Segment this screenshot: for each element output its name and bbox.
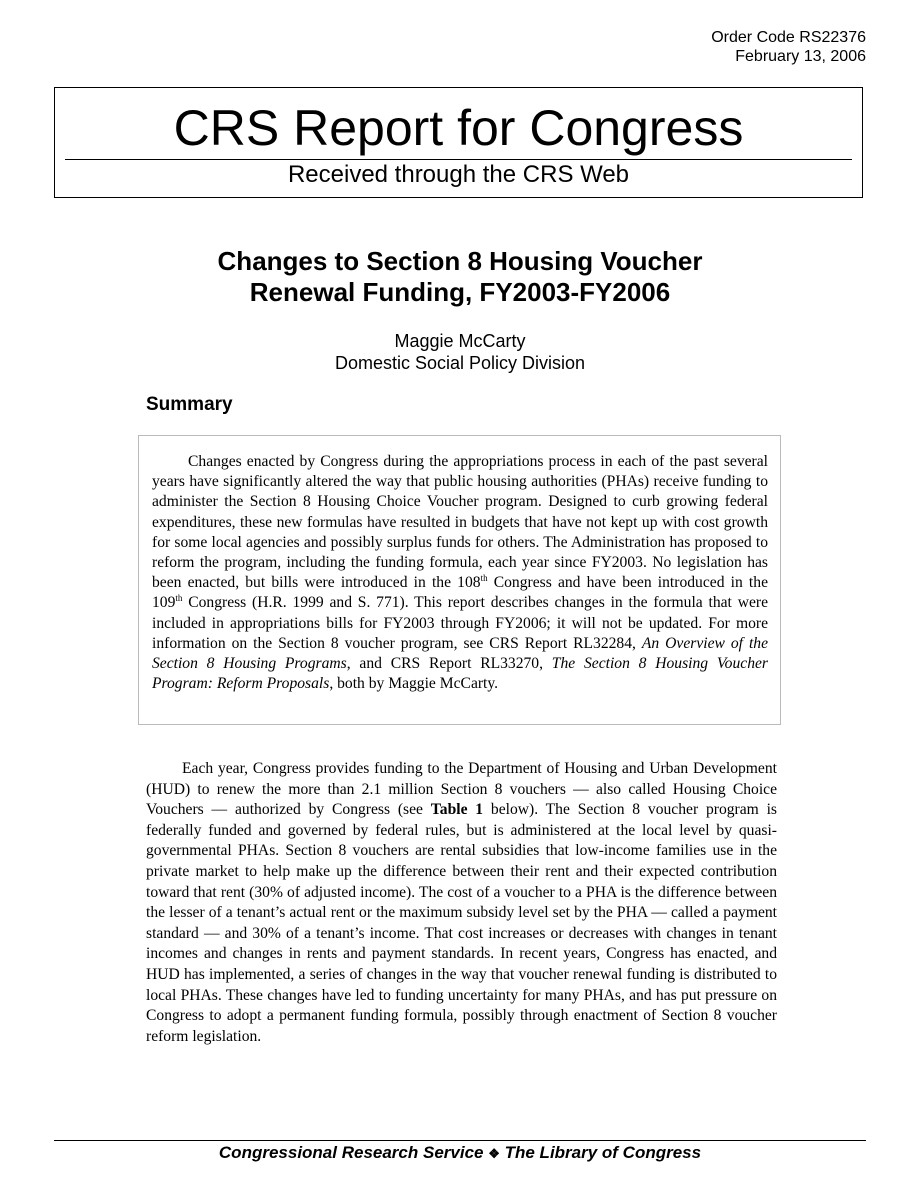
summary-text-2: Congress and have been introduced in the 109: [152, 574, 768, 612]
order-info: [711, 28, 866, 66]
order-code: Order Code RS22376: [711, 29, 866, 46]
footer-crs: Congressional Research Service: [218, 1143, 484, 1162]
report-title: [0, 246, 920, 308]
summary-report-title-1: An Overview of the Section 8 Housing Programs: [152, 634, 768, 673]
summary-report-title-2: The Section 8 Housing Voucher Program: Reform Proposals: [152, 655, 768, 693]
author-name: Maggie McCarty: [394, 331, 526, 351]
summary-text-5: , both by Maggie McCarty.: [329, 675, 499, 693]
banner-divider: [65, 159, 852, 160]
summary-text-4: , and CRS Report RL33270,: [346, 655, 552, 673]
summary-heading: Summary: [146, 394, 233, 415]
summary-paragraph: [152, 452, 768, 694]
footer-loc: The Library of Congress: [504, 1143, 702, 1162]
report-banner: [54, 87, 863, 198]
summary-sup-2: th: [175, 593, 183, 604]
author-block: [0, 330, 920, 374]
body-text-2: below). The Section 8 voucher program is federally funded and governed by federal rules, but is administered at the local level by quasi-governmental PHAs. Section 8 vouchers are rental subsidies that low-income families use in the private market to help make up the difference between their rent and their expected contribution toward that rent (30% of adjusted income). The cost of a voucher to a PHA is the difference between the lesser of a tenant’s actual rent or the maximum subsidy level set by the PHA — called a payment standard — and 30% of a tenant’s income. That cost increases or decreases with changes in tenant incomes and changes in rents and payment standards. In recent years, Congress has enacted, and HUD has implemented, a series of changes in the way that voucher renewal funding is distributed to local PHAs. These changes have led to funding uncertainty for many PHAs, and has put pressure on Congress to adopt a permanent funding formula, possibly through enactment of Section 8 voucher reform legislation.: [146, 801, 778, 1045]
author-division: Domestic Social Policy Division: [334, 353, 586, 373]
summary-sup-1: th: [480, 573, 488, 584]
report-title-line-1: Changes to Section 8 Housing Voucher: [217, 246, 703, 276]
summary-text-1: Changes enacted by Congress during the appropriations process in each of the past several years have significantly altered the way that public housing authorities (PHAs) receive funding to administer the Section 8 Housing Choice Voucher program. Designed to curb growing federal expenditures, these new formulas have resulted in budgets that have not kept up with cost growth for some local agencies and possibly surplus funds for others. The Administration has proposed to reform the program, including the funding formula, each year since FY2003. No legislation has been enacted, but bills were introduced in the 108: [152, 453, 768, 592]
report-title-line-2: Renewal Funding, FY2003-FY2006: [249, 277, 671, 307]
report-date: February 13, 2006: [735, 48, 866, 65]
footer-divider: [54, 1140, 866, 1141]
diamond-separator-icon: ❖: [488, 1146, 500, 1161]
footer: [0, 1143, 920, 1164]
banner-title: CRS Report for Congress: [173, 100, 744, 156]
body-paragraph: [146, 759, 777, 1047]
summary-box: [138, 435, 781, 725]
banner-subtitle: Received through the CRS Web: [287, 161, 630, 188]
summary-text-3: Congress (H.R. 1999 and S. 771). This report describes changes in the formula that were included in appropriations bills for FY2003 through FY2006; it will not be updated. For more information on the Section 8 voucher program, see CRS Report RL32284,: [152, 594, 768, 652]
body-text-1: Each year, Congress provides funding to the Department of Housing and Urban Development (HUD) to renew the more than 2.1 million Section 8 vouchers — also called Housing Choice Vouchers — authorized by Congress (see: [146, 760, 777, 819]
table-reference: Table 1: [430, 801, 484, 819]
